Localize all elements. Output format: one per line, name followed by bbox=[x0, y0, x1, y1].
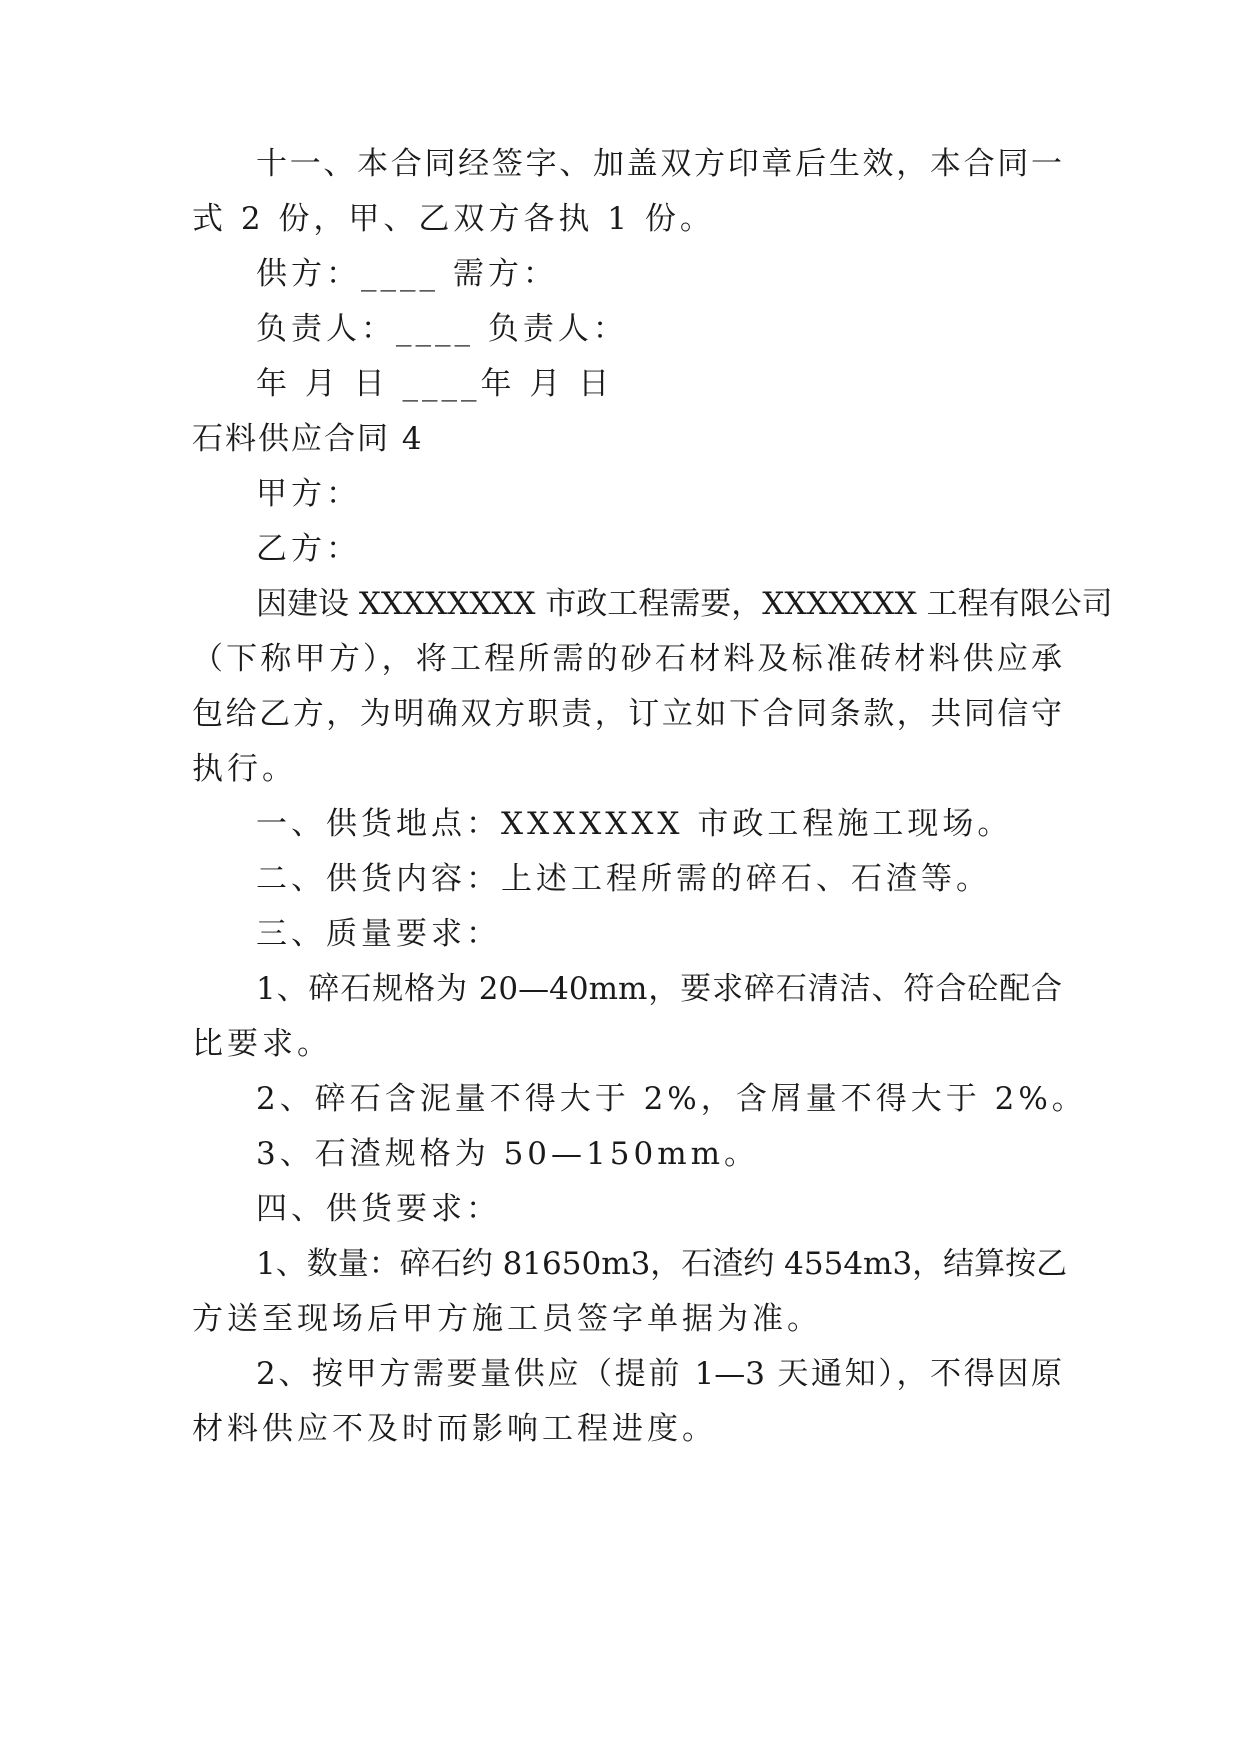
clause-line: 2、按甲方需要量供应（提前 1—3 天通知），不得因原 bbox=[256, 1356, 1062, 1392]
paragraph-line: 执行。 bbox=[192, 751, 297, 787]
clause-heading: 三、质量要求： bbox=[256, 916, 501, 952]
signature-line: 负责人：____ 负责人： bbox=[256, 311, 628, 347]
paragraph-line: 十一、本合同经签字、加盖双方印章后生效，本合同一 bbox=[256, 146, 1062, 182]
clause-line: 比要求。 bbox=[192, 1026, 332, 1062]
clause-line: 二、供货内容：上述工程所需的碎石、石渣等。 bbox=[256, 861, 991, 897]
clause-line: 1、碎石规格为 20—40mm，要求碎石清洁、符合砼配合 bbox=[256, 971, 1062, 1007]
clause-line: 3、石渣规格为 50—150mm。 bbox=[256, 1136, 759, 1172]
clause-line: 方送至现场后甲方施工员签字单据为准。 bbox=[192, 1301, 822, 1337]
paragraph-line: 包给乙方，为明确双方职责，订立如下合同条款，共同信守 bbox=[192, 696, 1062, 732]
clause-line: 材料供应不及时而影响工程进度。 bbox=[192, 1411, 717, 1447]
date-line: 年 月 日 ____年 月 日 bbox=[256, 366, 614, 402]
paragraph-line: 因建设 XXXXXXXX 市政工程需要，XXXXXXX 工程有限公司 bbox=[256, 586, 1113, 622]
paragraph-line: （下称甲方），将工程所需的砂石材料及标准砖材料供应承 bbox=[192, 641, 1062, 677]
clause-line: 一、供货地点：XXXXXXX 市政工程施工现场。 bbox=[256, 806, 1013, 842]
party-a-line: 甲方： bbox=[256, 476, 361, 512]
clause-line: 1、数量：碎石约 81650m3，石渣约 4554m3，结算按乙 bbox=[256, 1246, 1068, 1282]
clause-heading: 四、供货要求： bbox=[256, 1191, 501, 1227]
party-b-line: 乙方： bbox=[256, 531, 361, 567]
paragraph-line: 式 2 份，甲、乙双方各执 1 份。 bbox=[192, 201, 715, 237]
clause-line: 2、碎石含泥量不得大于 2%，含屑量不得大于 2%。 bbox=[256, 1081, 1087, 1117]
signature-line: 供方：____ 需方： bbox=[256, 256, 558, 292]
section-title: 石料供应合同 4 bbox=[192, 421, 424, 457]
